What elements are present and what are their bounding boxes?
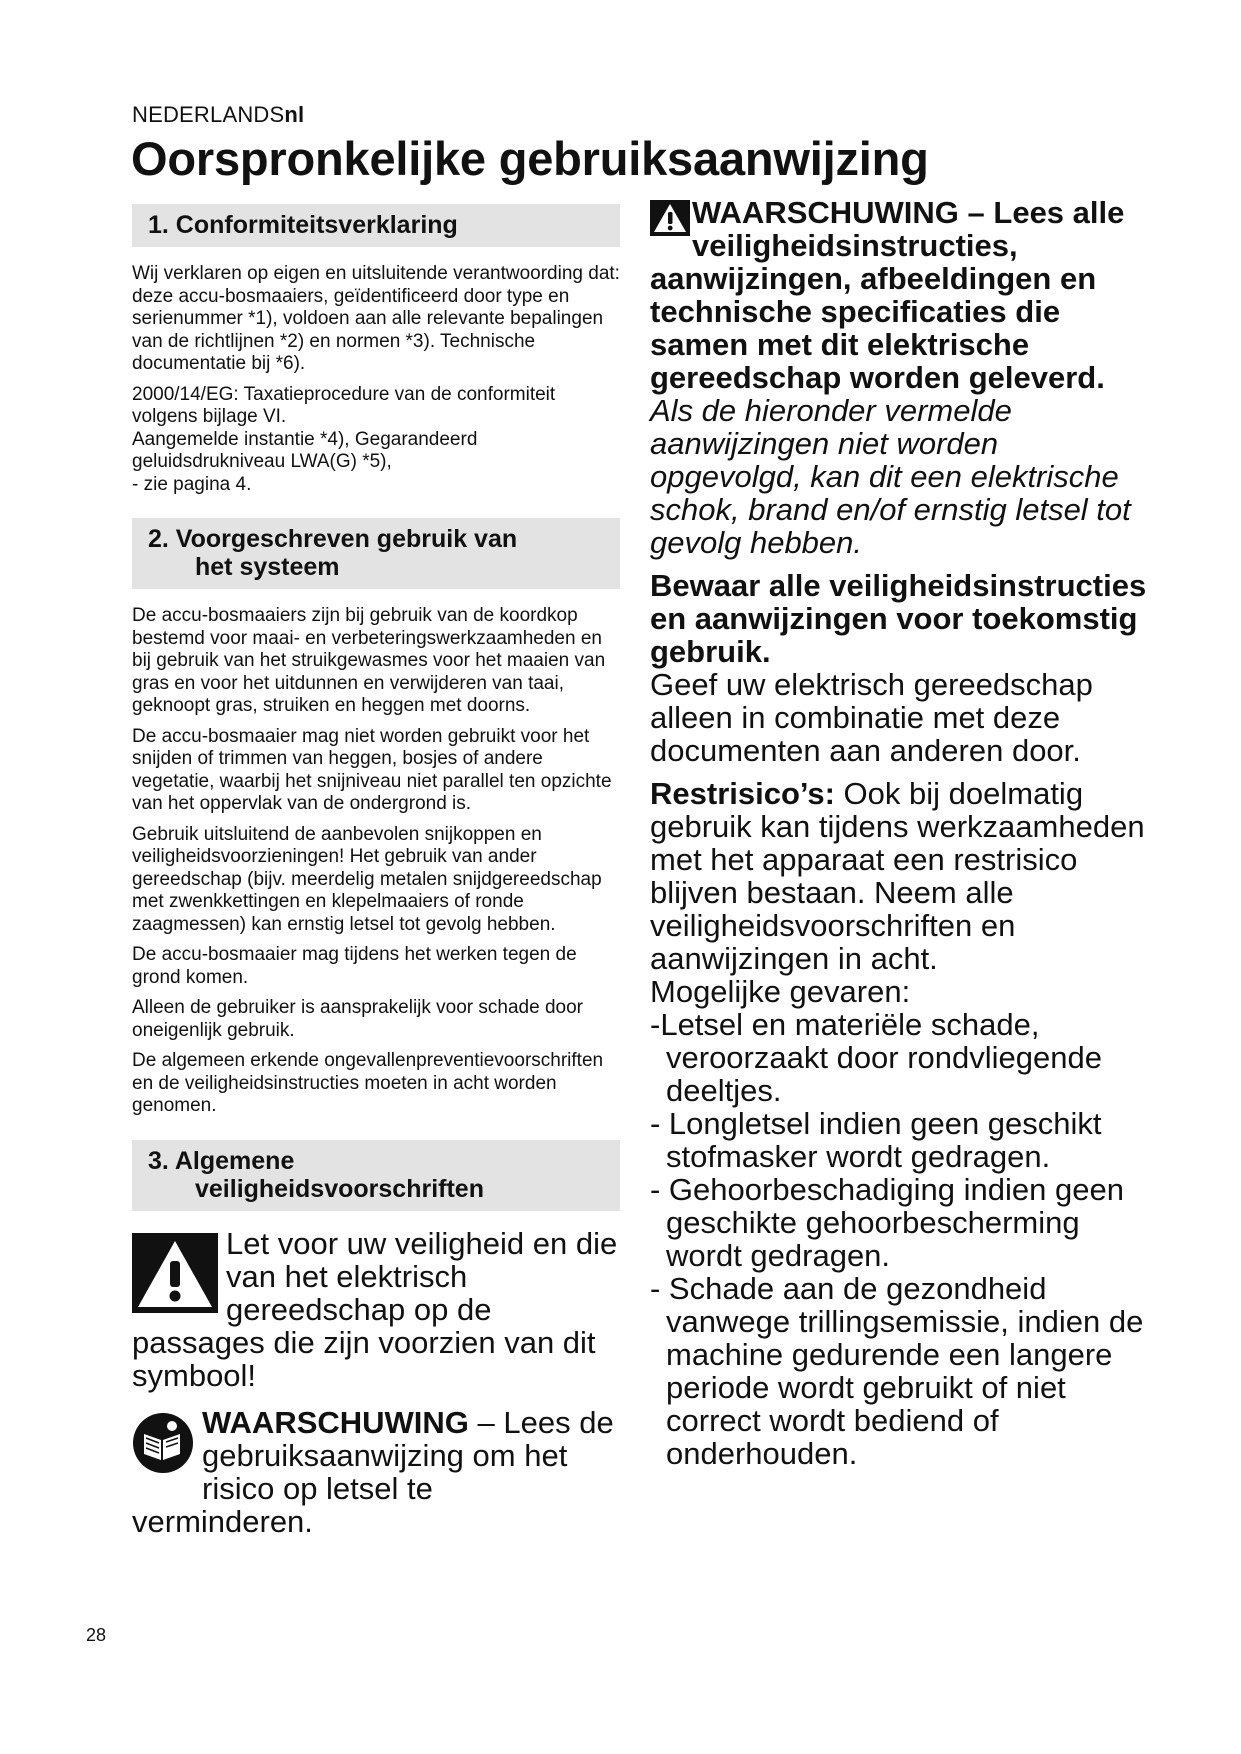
left-column	[132, 204, 620, 1538]
section-2-heading-line-2: het systeem	[195, 553, 340, 581]
document-title: Oorspronkelijke gebruiksaanwijzing	[131, 132, 929, 185]
paragraph: De algemeen erkende ongevallenpreventievoorschriften en de veiligheidsinstructies moeten in acht worden genomen.	[132, 1050, 604, 1116]
list-item: - Longletsel indien geen geschikt stofmasker wordt gedragen.	[650, 1106, 1102, 1174]
keep-instructions-bold: Bewaar alle veiligheidsinstructies en aanwijzingen voor toekomstig gebruik.	[650, 568, 1147, 669]
manual-warning-text: – Lees de gebruiksaanwijzing om het risico op letsel te verminderen.	[132, 1404, 614, 1539]
section-2-heading	[132, 518, 620, 589]
warning-triangle-icon	[132, 1233, 218, 1319]
list-item: - Schade aan de gezondheid vanwege trillingsemissie, indien de machine gedurende een langere periode wordt gebruikt of niet correct wordt bediend of onderhouden.	[650, 1271, 1144, 1471]
page-number: 28	[86, 1625, 107, 1645]
residual-risks	[650, 777, 1150, 1470]
paragraph: Gebruik uitsluitend de aanbevolen snijkoppen en veiligheidsvoorzieningen! Het gebruik van ander gereedschap (bijv. meerdelig metalen snijdgereedschap met zwenkkettingen en klepelmaaiers of ronde zaagmessen) kan ernstig letsel tot gevolg hebben.	[132, 823, 602, 935]
hazards-title: Mogelijke gevaren:	[650, 974, 911, 1009]
keep-instructions-text: Geef uw elektrisch gereedschap alleen in combinatie met deze documenten aan anderen door.	[650, 667, 1093, 768]
section-3-heading-line-2: veiligheidsvoorschriften	[195, 1174, 484, 1203]
paragraph: De accu-bosmaaier mag niet worden gebruikt voor het snijden of trimmen van heggen, bosjes of andere vegetatie, waarbij het snijniveau niet parallel ten opzichte van het oppervlak van de ondergrond is.	[132, 725, 612, 814]
language-code: nl	[284, 102, 305, 127]
language-label	[132, 102, 304, 128]
general-warning-bold: WAARSCHUWING – Lees alle veiligheidsinstructies, aanwijzingen, afbeeldingen en technische specificaties die samen met dit elektrische gereedschap worden geleverd.	[650, 195, 1125, 395]
language-name: NEDERLANDS	[132, 102, 285, 127]
hazards-list	[650, 1008, 1150, 1470]
manual-warning-label: WAARSCHUWING	[202, 1404, 469, 1440]
list-item: - Gehoorbeschadiging indien geen geschikte gehoorbescherming wordt gedragen.	[650, 1172, 1124, 1273]
section-3-heading	[132, 1140, 620, 1211]
section-2-heading-line-1: 2. Voorgeschreven gebruik van	[148, 525, 518, 553]
read-manual-note	[132, 1406, 620, 1538]
right-column	[650, 196, 1150, 1480]
paragraph: De accu-bosmaaiers zijn bij gebruik van de koordkop bestemd voor maai- en verbeteringswerkzaamheden en bij gebruik van het struikgewasmes voor het maaien van gras en voor het uitdunnen en verwijderen van taai, geknoopt gras, struiken en heggen met doorns.	[132, 605, 606, 716]
section-1-body	[132, 263, 620, 496]
read-manual-icon	[132, 1412, 194, 1480]
general-warning	[650, 196, 1150, 559]
section-2-body	[132, 605, 620, 1118]
residual-risks-text: Ook bij doelmatig gebruik kan tijdens werkzaamheden met het apparaat een restrisico blijven bestaan. Neem alle veiligheidsvoorschriften en aanwijzingen in acht.	[650, 776, 1145, 976]
paragraph: De accu-bosmaaier mag tijdens het werken tegen de grond komen.	[132, 944, 577, 988]
warning-triangle-small-icon	[650, 200, 690, 242]
section-3-heading-line-1: 3. Algemene	[148, 1146, 295, 1175]
paragraph: 2000/14/EG: Taxatieprocedure van de conformiteit volgens bijlage VI. Aangemelde instantie *4), Gegarandeerd geluidsdrukniveau LWA(G) *5), - zie pagina 4.	[132, 383, 556, 495]
general-warning-italic: Als de hieronder vermelde aanwijzingen niet worden opgevolgd, kan dit een elektrische schok, brand en/of ernstig letsel tot gevolg hebben.	[650, 393, 1131, 560]
warning-symbol-note	[132, 1227, 620, 1392]
paragraph: Wij verklaren op eigen en uitsluitende verantwoording dat: deze accu-bosmaaiers, geïdentificeerd door type en serienummer *1), voldoen aan alle relevante bepalingen van de richtlijnen *2) en normen *3). Technische documentatie bij *6).	[132, 263, 620, 374]
keep-instructions	[650, 569, 1150, 767]
residual-risks-label: Restrisico’s:	[650, 776, 835, 811]
warning-symbol-text: Let voor uw veiligheid en die van het elektrisch gereedschap op de passages die zijn voorzien van dit symbool!	[132, 1225, 618, 1393]
section-1-heading: 1. Conformiteitsverklaring	[132, 204, 620, 247]
list-item: -Letsel en materiële schade, veroorzaakt door rondvliegende deeltjes.	[650, 1007, 1102, 1108]
paragraph: Alleen de gebruiker is aansprakelijk voor schade door oneigenlijk gebruik.	[132, 997, 583, 1041]
